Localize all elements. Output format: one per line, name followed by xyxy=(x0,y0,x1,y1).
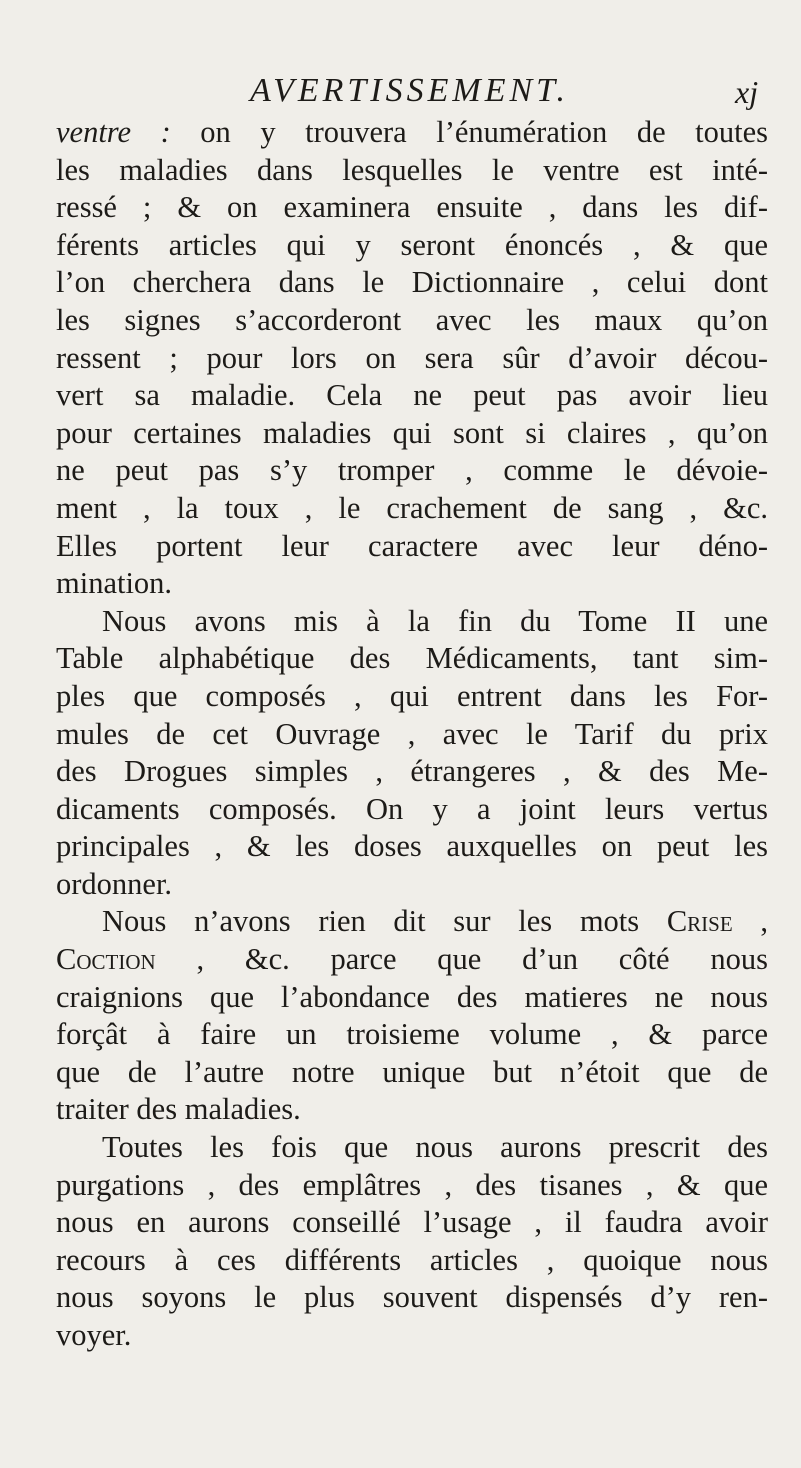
text-line: mination. xyxy=(56,566,173,601)
text-line: que de l’autre notre unique but n’étoit que de xyxy=(56,1054,768,1089)
text-line: Nous n’avons rien dit sur les mots Crise , xyxy=(102,904,768,939)
text-line: forçât à faire un troisieme volume , & parce xyxy=(56,1017,768,1052)
text-line: ressé ; & on examinera ensuite , dans les dif- xyxy=(56,190,768,225)
line-lead: ventre : xyxy=(56,115,171,149)
paragraph-3 xyxy=(56,903,768,1129)
paragraph-1 xyxy=(56,114,768,603)
text-line: Toutes les fois que nous aurons prescrit des xyxy=(102,1130,768,1165)
running-header xyxy=(250,72,770,112)
text-line: ne peut pas s’y tromper , comme le dévoie- xyxy=(56,453,768,488)
text-line: les signes s’accorderont avec les maux qu’on xyxy=(56,302,768,337)
text-line: nous en aurons conseillé l’usage , il faudra avoir xyxy=(56,1205,768,1240)
text-line: ment , la toux , le crachement de sang , &c. xyxy=(56,490,768,525)
text-line: l’on cherchera dans le Dictionnaire , celui dont xyxy=(56,265,768,300)
text-line: Nous avons mis à la fin du Tome II une xyxy=(102,603,768,638)
text-line: vert sa maladie. Cela ne peut pas avoir lieu xyxy=(56,378,768,413)
text-line: voyer. xyxy=(56,1318,132,1352)
text-line: principales , & les doses auxquelles on peut les xyxy=(56,829,768,864)
text-line: purgations , des emplâtres , des tisanes , & que xyxy=(56,1167,768,1202)
paragraph-4 xyxy=(56,1129,768,1355)
text-line: mules de cet Ouvrage , avec le Tarif du prix xyxy=(56,716,768,751)
text-line: ventre : on y trouvera l’énumération de toutes xyxy=(56,115,769,149)
text-line: ordonner. xyxy=(56,866,173,901)
text-line: craignions que l’abondance des matieres ne nous xyxy=(56,979,768,1014)
term-crise: Crise xyxy=(666,904,733,939)
text-line: dicaments composés. On y a joint leurs vertus xyxy=(56,791,768,826)
text-line: ressent ; pour lors on sera sûr d’avoir décou- xyxy=(56,340,768,375)
text-line: nous soyons le plus souvent dispensés d’y ren- xyxy=(56,1280,768,1315)
text-line: pour certaines maladies qui sont si claires , qu’on xyxy=(56,415,768,450)
text-line: Coction , &c. parce que d’un côté nous xyxy=(56,942,768,977)
paragraph-2 xyxy=(56,603,768,904)
text-line: Table alphabétique des Médicaments, tant sim- xyxy=(56,641,768,676)
text-line: ples que composés , qui entrent dans les For- xyxy=(56,678,768,713)
page-number: xj xyxy=(735,74,759,110)
text-line: férents articles qui y seront énoncés , & que xyxy=(56,227,768,262)
text-line: Elles portent leur caractere avec leur déno- xyxy=(56,528,768,563)
text-line: des Drogues simples , étrangeres , & des Me- xyxy=(56,754,768,789)
text-line: les maladies dans lesquelles le ventre est inté- xyxy=(56,152,768,187)
term-coction: Coction xyxy=(56,942,156,977)
header-title: AVERTISSEMENT. xyxy=(250,72,570,109)
text-line: traiter des maladies. xyxy=(56,1092,301,1127)
body-text xyxy=(56,114,768,1355)
text-line: recours à ces différents articles , quoique nous xyxy=(56,1242,768,1277)
